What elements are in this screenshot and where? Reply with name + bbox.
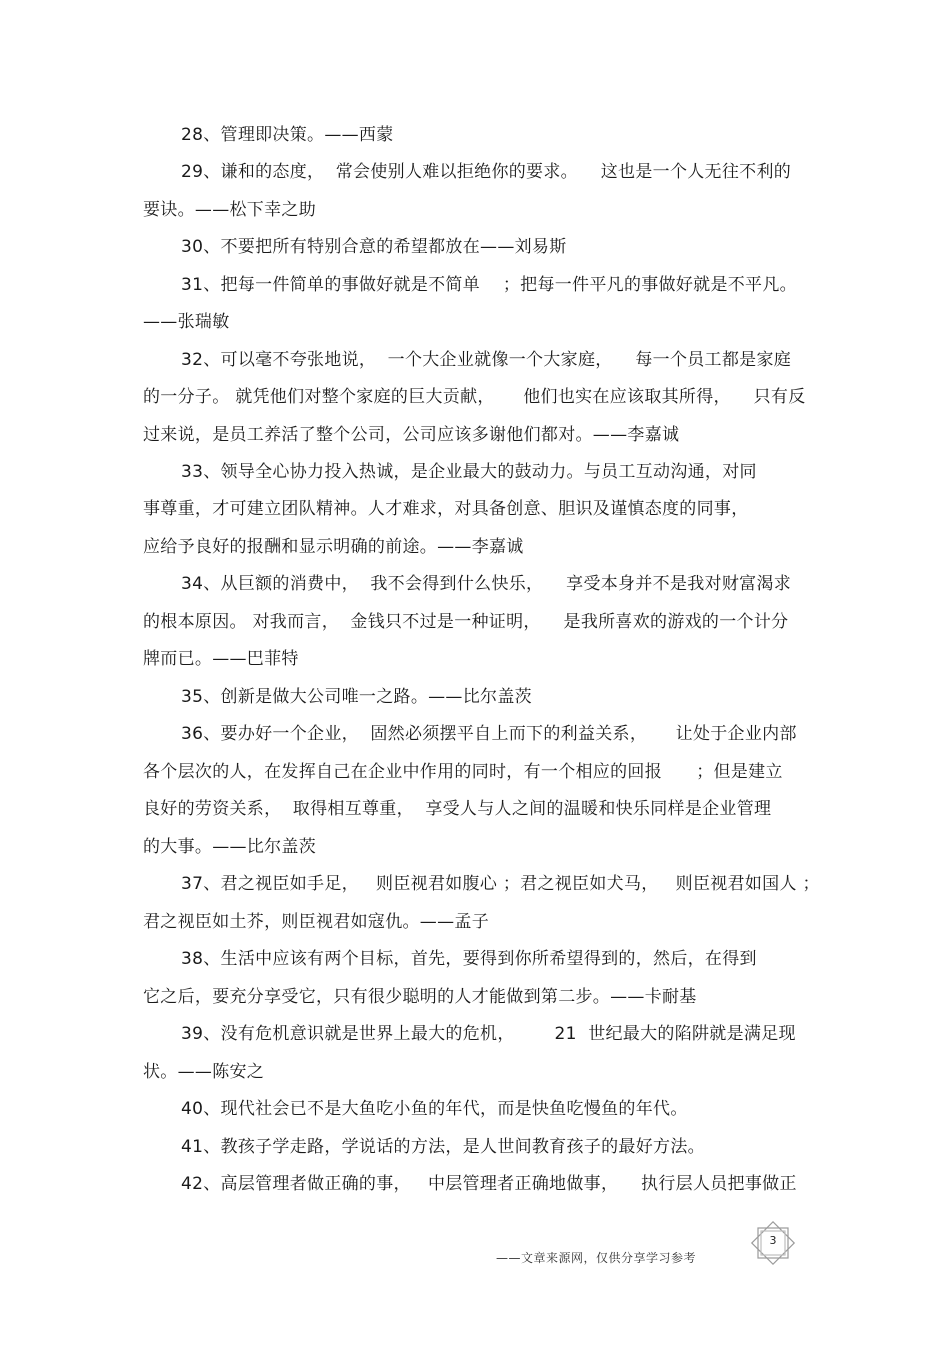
text-line: 的大事。——比尔盖茨 xyxy=(143,837,316,857)
text-line: 36、要办好一个企业， 固然必须摆平自上而下的利益关系， 让处于企业内部 xyxy=(181,724,797,744)
text-line: 良好的劳资关系， 取得相互尊重， 享受人与人之间的温暖和快乐同样是企业管理 xyxy=(143,799,772,819)
text-line: 要诀。——松下幸之助 xyxy=(143,200,316,220)
text-line: 它之后，要充分享受它，只有很少聪明的人才能做到第二步。——卡耐基 xyxy=(143,987,697,1007)
text-line: 的根本原因。 对我而言， 金钱只不过是一种证明， 是我所喜欢的游戏的一个计分 xyxy=(143,612,789,632)
text-line: 35、创新是做大公司唯一之路。——比尔盖茨 xyxy=(181,687,532,707)
text-line: ——张瑞敏 xyxy=(143,312,230,332)
text-line: 38、生活中应该有两个目标，首先，要得到你所希望得到的，然后，在得到 xyxy=(181,949,757,969)
text-line: 42、高层管理者做正确的事， 中层管理者正确地做事， 执行层人员把事做正 xyxy=(181,1174,797,1194)
text-line: 28、管理即决策。——西蒙 xyxy=(181,125,394,145)
page-number-badge xyxy=(748,1218,798,1268)
footer-source-note: ——文章来源网，仅供分享学习参考 xyxy=(496,1251,697,1265)
text-line: 32、可以毫不夸张地说， 一个大企业就像一个大家庭， 每一个员工都是家庭 xyxy=(181,350,792,370)
text-line: 君之视臣如土芥，则臣视君如寇仇。——孟子 xyxy=(143,912,489,932)
text-line: 状。——陈安之 xyxy=(143,1062,265,1082)
text-line: 33、领导全心协力投入热诚，是企业最大的鼓动力。与员工互动沟通，对同 xyxy=(181,462,757,482)
text-line: 过来说，是员工养活了整个公司，公司应该多谢他们都对。——李嘉诚 xyxy=(143,425,680,445)
text-line: 29、谦和的态度， 常会使别人难以拒绝你的要求。 这也是一个人无往不利的 xyxy=(181,162,792,182)
text-line: 应给予良好的报酬和显示明确的前途。——李嘉诚 xyxy=(143,537,524,557)
text-line: 41、教孩子学走路，学说话的方法，是人世间教育孩子的最好方法。 xyxy=(181,1137,705,1157)
text-line: 的一分子。 就凭他们对整个家庭的巨大贡献， 他们也实在应该取其所得， 只有反 xyxy=(143,387,806,407)
text-line: 事尊重，才可建立团队精神。人才难求，对具备创意、胆识及谨慎态度的同事， xyxy=(143,499,749,519)
text-line: 牌而已。——巴菲特 xyxy=(143,649,299,669)
text-line: 30、不要把所有特别合意的希望都放在——刘易斯 xyxy=(181,237,567,257)
text-line: 各个层次的人，在发挥自己在企业中作用的同时，有一个相应的回报 ；但是建立 xyxy=(143,762,783,782)
text-line: 39、没有危机意识就是世界上最大的危机， 21 世纪最大的陷阱就是满足现 xyxy=(181,1024,796,1044)
text-line: 40、现代社会已不是大鱼吃小鱼的年代，而是快鱼吃慢鱼的年代。 xyxy=(181,1099,688,1119)
page-number: 3 xyxy=(769,1234,777,1247)
text-line: 34、从巨额的消费中， 我不会得到什么快乐， 享受本身并不是我对财富渴求 xyxy=(181,574,792,594)
text-line: 37、君之视臣如手足， 则臣视君如腹心 ；君之视臣如犬马， 则臣视君如国人 ； xyxy=(181,874,820,894)
text-line: 31、把每一件简单的事做好就是不简单 ；把每一件平凡的事做好就是不平凡。 xyxy=(181,275,797,295)
